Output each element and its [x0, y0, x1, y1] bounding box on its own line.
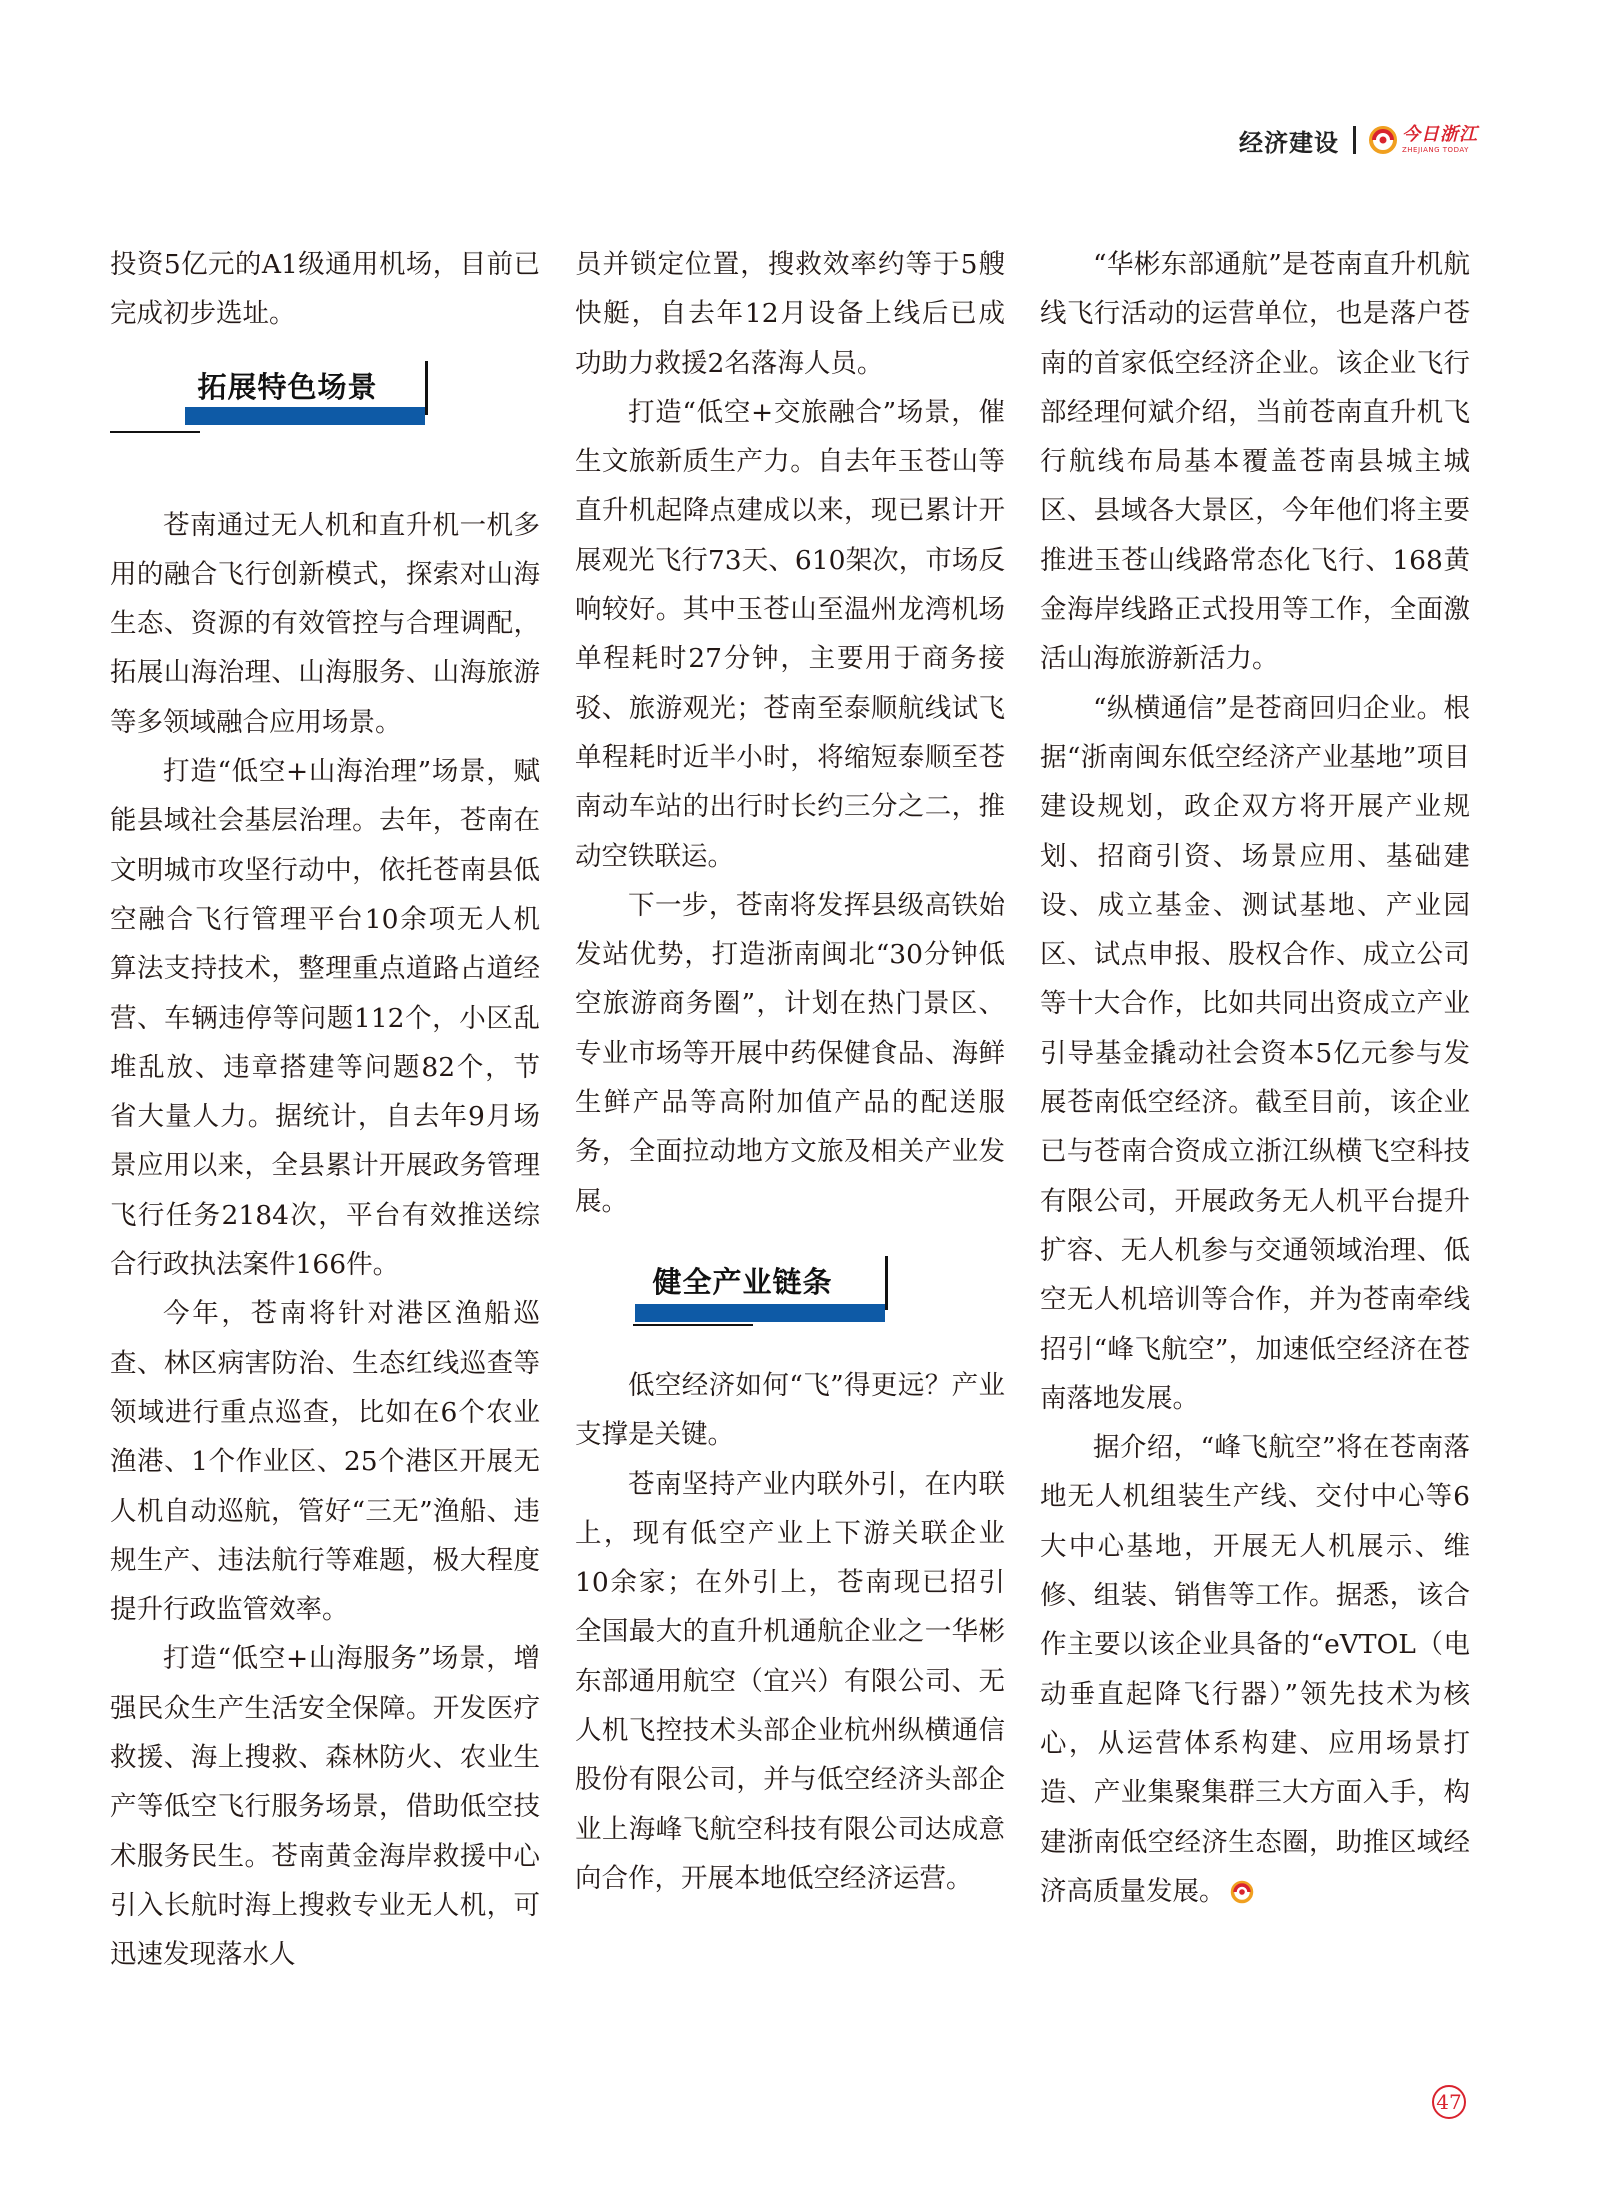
section-heading-title: 拓展特色场景	[197, 369, 378, 404]
logo-swirl-icon	[1368, 125, 1398, 155]
paragraph: 打造“低空+交旅融合”场景，催生文旅新质生产力。自去年玉苍山等直升机起降点建成以来，现已累计开展观光飞行73天、610架次，市场反响较好。其中玉苍山至温州龙湾机场单程耗时27分钟，主要用于商务接驳、旅游观光；苍南至泰顺航线试飞单程耗时近半小时，将缩短泰顺至苍南动车站的出行时长约三分之二，推动空铁联运。	[575, 396, 1005, 872]
logo-english-name: ZHEJIANG TODAY	[1402, 146, 1469, 154]
magazine-logo	[1368, 125, 1478, 155]
column-1	[110, 240, 540, 1980]
heading-underline	[633, 1324, 753, 1326]
paragraph-text: 据介绍，“峰飞航空”将在苍南落地无人机组装生产线、交付中心等6大中心基地，开展无人机展示、维修、组装、销售等工作。据悉，该合作主要以该企业具备的“eVTOL（电动垂直起降飞行器）”领先技术为核心，从运营体系构建、应用场景打造、产业集聚集群三大方面入手，构建浙南低空经济生态圈，助推区域经济高质量发展。	[1040, 1432, 1470, 1907]
logo-chinese-name: 今日浙江	[1402, 124, 1478, 145]
paragraph: 今年，苍南将针对港区渔船巡查、林区病害防治、生态红线巡查等领域进行重点巡查，比如在6个农业渔港、1个作业区、25个港区开展无人机自动巡航，管好“三无”渔船、违规生产、违法航行等难题，极大程度提升行政监管效率。	[110, 1298, 540, 1626]
paragraph: 低空经济如何“飞”得更远？产业支撑是关键。	[575, 1369, 1005, 1451]
paragraph: 投资5亿元的A1级通用机场，目前已完成初步选址。	[110, 249, 540, 330]
paragraph: 下一步，苍南将发挥县级高铁始发站优势，打造浙南闽北“30分钟低空旅游商务圈”，计划在热门景区、专业市场等开展中药保健食品、海鲜生鲜产品等高附加值产品的配送服务，全面拉动地方文旅及相关产业发展。	[575, 889, 1005, 1217]
page-number: 47	[1432, 2085, 1466, 2119]
section-label: 经济建设	[1239, 128, 1339, 157]
header-divider	[1353, 126, 1356, 154]
column-3	[1040, 240, 1470, 1916]
paragraph: “华彬东部通航”是苍南直升机航线飞行活动的运营单位，也是落户苍南的首家低空经济企业。该企业飞行部经理何斌介绍，当前苍南直升机飞行航线布局基本覆盖苍南县城主城区、县域各大景区，今年他们将主要推进玉苍山线路常态化飞行、168黄金海岸线路正式投用等工作，全面激活山海旅游新活力。	[1040, 249, 1470, 675]
section-heading-chain	[575, 1256, 1005, 1361]
paragraph: 员并锁定位置，搜救效率约等于5艘快艇，自去年12月设备上线后已成功助力救援2名落海人员。	[575, 249, 1005, 379]
paragraph: 苍南通过无人机和直升机一机多用的融合飞行创新模式，探索对山海生态、资源的有效管控与合理调配，拓展山海治理、山海服务、山海旅游等多领域融合应用场景。	[110, 509, 540, 738]
paragraph: 打造“低空+山海服务”场景，增强民众生产生活安全保障。开发医疗救援、海上搜救、森林防火、农业生产等低空飞行服务场景，借助低空技术服务民生。苍南黄金海岸救援中心引入长航时海上搜救专业无人机，可迅速发现落水人	[110, 1643, 540, 1971]
article-end-logo-icon	[1230, 1880, 1254, 1904]
paragraph: 苍南坚持产业内联外引，在内联上，现有低空产业上下游关联企业10余家；在外引上，苍南现已招引全国最大的直升机通航企业之一华彬东部通用航空（宜兴）有限公司、无人机飞控技术头部企业杭州纵横通信股份有限公司，并与低空经济头部企业上海峰飞航空科技有限公司达成意向合作，开展本地低空经济运营。	[575, 1468, 1005, 1894]
heading-underline	[110, 431, 200, 433]
paragraph: 打造“低空+山海治理”场景，赋能县域社会基层治理。去年，苍南在文明城市攻坚行动中，依托苍南县低空融合飞行管理平台10余项无人机算法支持技术，整理重点道路占道经营、车辆违停等问题112个，小区乱堆乱放、违章搭建等问题82个，节省大量人力。据统计，自去年9月场景应用以来，全县累计开展政务管理飞行任务2184次，平台有效推送综合行政执法案件166件。	[110, 756, 540, 1281]
page-header	[1239, 118, 1478, 162]
paragraph: “纵横通信”是苍商回归企业。根据“浙南闽东低空经济产业基地”项目建设规划，政企双方将开展产业规划、招商引资、场景应用、基础建设、成立基金、测试基地、产业园区、试点申报、股权合作、成立公司等十大合作，比如共同出资成立产业引导基金撬动社会资本5亿元参与发展苍南低空经济。截至目前，该企业已与苍南合资成立浙江纵横飞空科技有限公司，开展政务无人机平台提升扩容、无人机参与交通领域治理、低空无人机培训等合作，并为苍南牵线招引“峰飞航空”，加速低空经济在苍南落地发展。	[1040, 692, 1470, 1414]
paragraph	[1040, 1423, 1470, 1916]
section-heading-scenes	[110, 361, 540, 501]
column-2	[575, 240, 1005, 1903]
section-heading-title: 健全产业链条	[652, 1265, 833, 1300]
